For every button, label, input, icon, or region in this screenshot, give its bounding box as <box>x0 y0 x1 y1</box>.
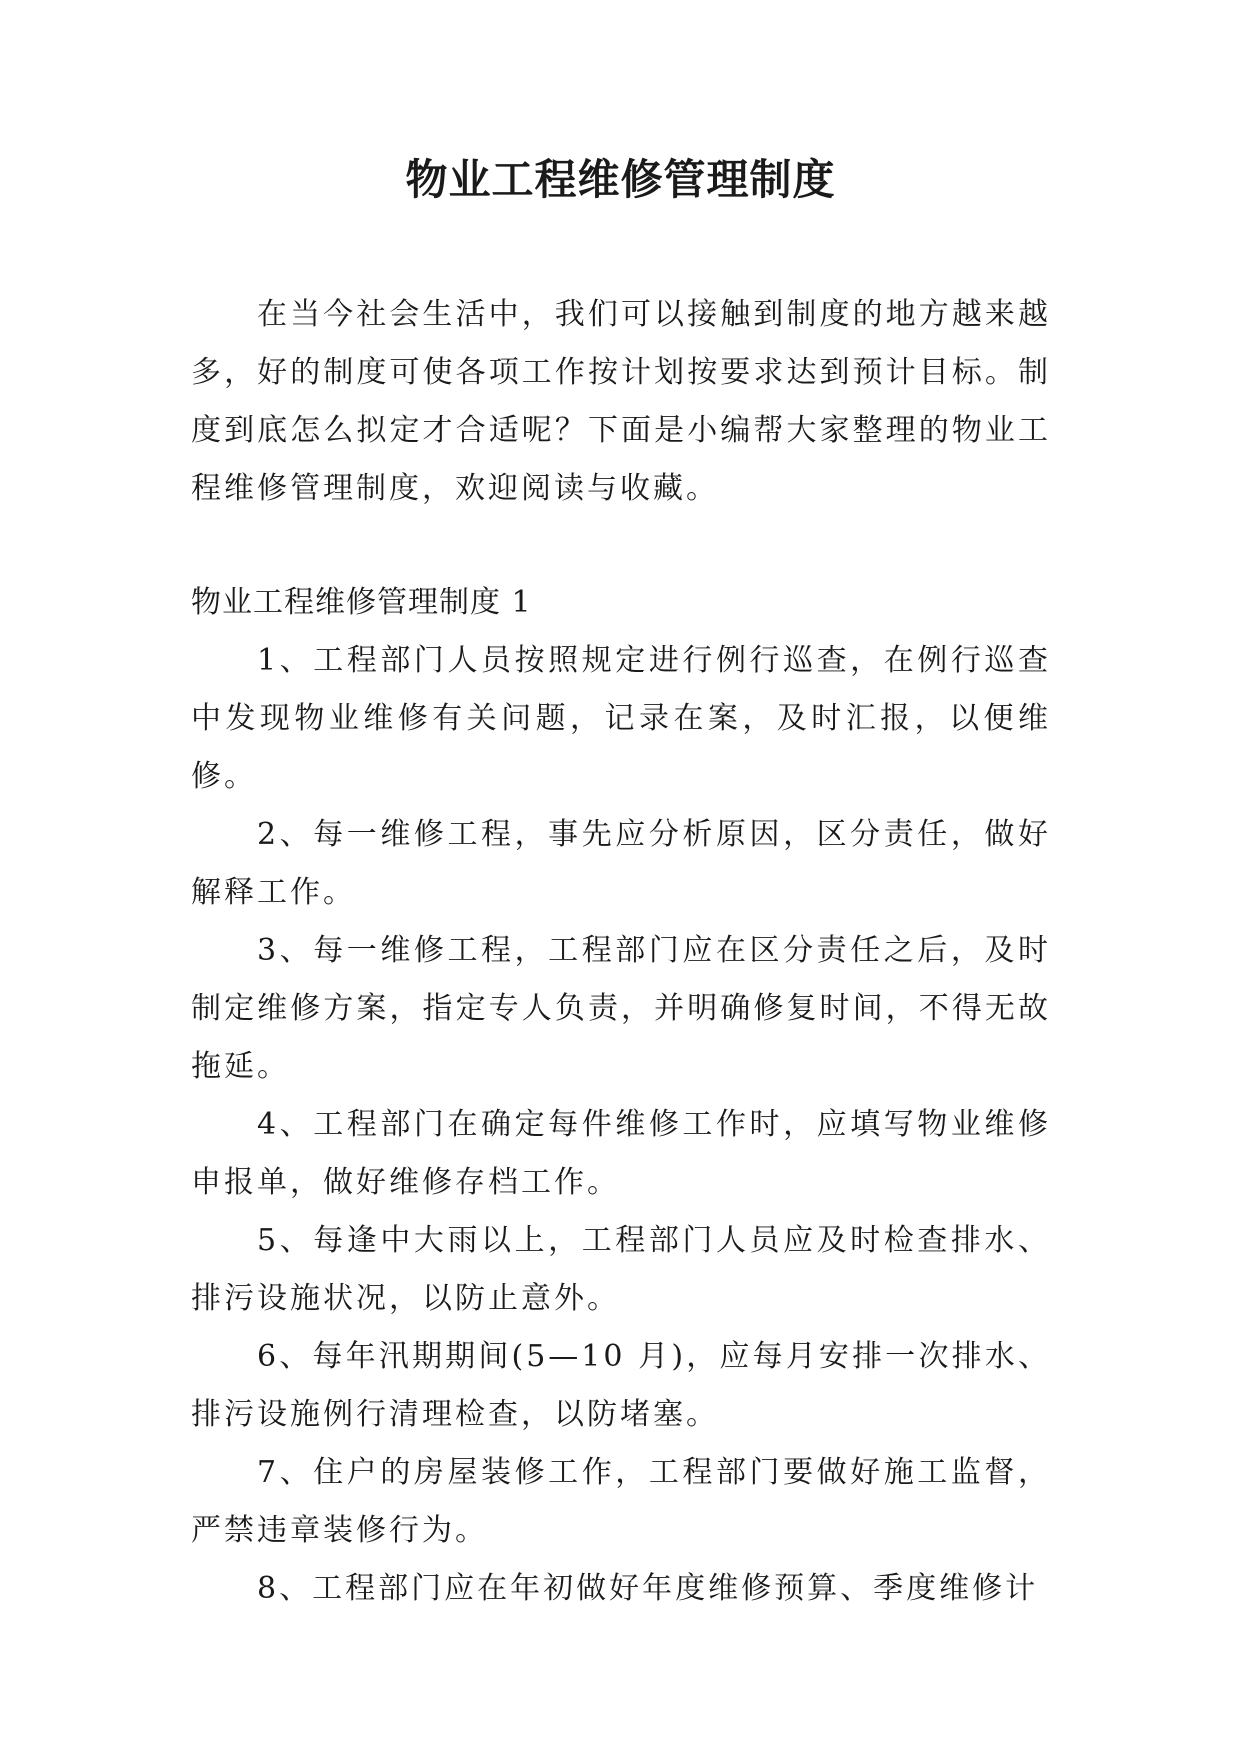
list-item: 8、工程部门应在年初做好年度维修预算、季度维修计 <box>257 1571 1039 1606</box>
list-item: 7、住户的房屋装修工作，工程部门要做好施工监督，严禁违章装修行为。 <box>191 1455 1051 1548</box>
list-item: 6、每年汛期期间(5—10 月)，应每月安排一次排水、排污设施例行清理检查，以防堵塞。 <box>191 1339 1051 1432</box>
list-item: 5、每逢中大雨以上，工程部门人员应及时检查排水、排污设施状况，以防止意外。 <box>191 1223 1051 1316</box>
intro-paragraph: 在当今社会生活中，我们可以接触到制度的地方越来越多，好的制度可使各项工作按计划按要求达到预计目标。制度到底怎么拟定才合适呢？下面是小编帮大家整理的物业工程维修管理制度，欢迎阅读与收藏。 <box>191 297 1051 506</box>
list-item: 2、每一维修工程，事先应分析原因，区分责任，做好解释工作。 <box>191 817 1051 910</box>
section-heading: 物业工程维修管理制度 1 <box>191 585 532 620</box>
list-item: 4、工程部门在确定每件维修工作时，应填写物业维修申报单，做好维修存档工作。 <box>191 1107 1051 1200</box>
document-body <box>191 286 1051 1618</box>
document-title: 物业工程维修管理制度 <box>405 155 836 204</box>
list-item: 1、工程部门人员按照规定进行例行巡查，在例行巡查中发现物业维修有关问题，记录在案，及时汇报，以便维修。 <box>191 643 1051 794</box>
list-item: 3、每一维修工程，工程部门应在区分责任之后，及时制定维修方案，指定专人负责，并明确修复时间，不得无故拖延。 <box>191 933 1051 1084</box>
